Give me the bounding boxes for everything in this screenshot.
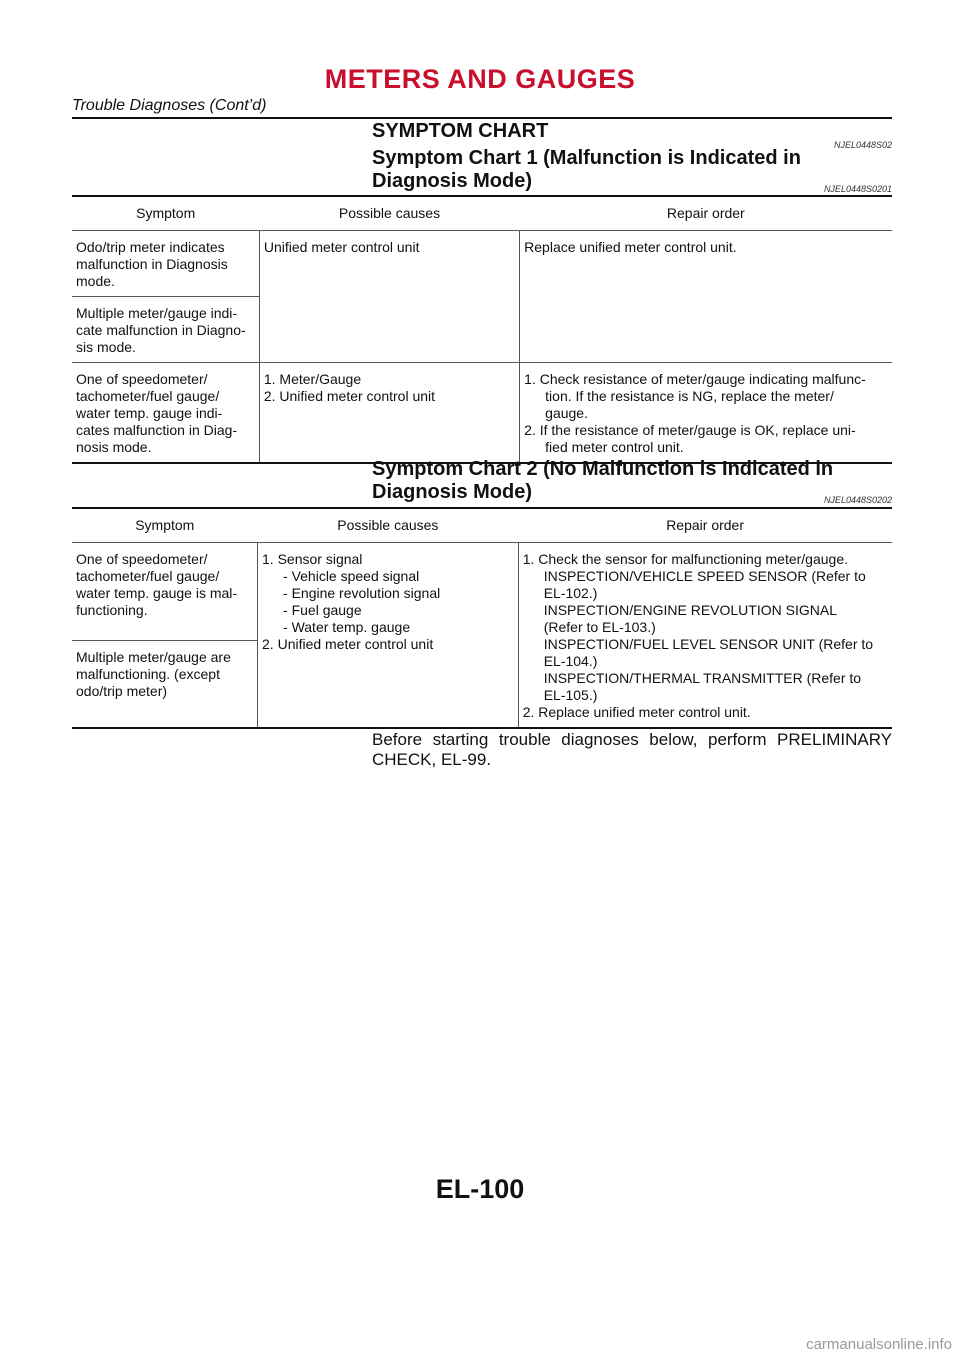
cell-line: (Refer to EL-103.) [543,619,656,635]
cell-line: EL-105.) [543,687,598,703]
chart2-ref-code: NJEL0448S0202 [823,495,892,505]
table-header-row [72,196,892,231]
causes-cell [258,543,519,729]
cell-line: fied meter control unit. [545,439,684,455]
section-ref-code: NJEL0448S02 [833,140,892,150]
cell-line: Unified meter control unit [263,239,420,255]
cell-line: Multiple meter/gauge indi- [76,305,238,321]
cell-line: water temp. gauge is mal- [76,585,238,601]
cell-line: odo/trip meter) [76,683,168,700]
chart2-title-line: Diagnosis Mode) [372,481,533,503]
cell-line: Multiple meter/gauge are [76,649,231,666]
chart2-title [372,458,833,504]
cell-line: cate malfunction in Diagno- [76,322,246,338]
cell-line: malfunction in Diagnosis [76,256,228,272]
symptom-chart-2-table [72,507,892,729]
cell-line: INSPECTION/THERMAL TRANSMITTER (Refer to [543,670,862,686]
watermark-text[interactable]: carmanualsonline.info [806,1336,952,1353]
header-divider [72,117,892,119]
cell-line: - Fuel gauge [283,602,362,618]
cell-line: malfunctioning. (except [76,666,220,683]
cell-line: functioning. [76,602,148,618]
cell-line: 1. Meter/Gauge [263,371,362,387]
repair-cell [518,543,892,729]
cell-line: One of speedometer/ [76,551,208,567]
cell-line: cates malfunction in Diag- [76,422,238,438]
cell-line: - Vehicle speed signal [283,568,420,584]
cell-line: gauge. [545,405,588,421]
cell-line: 2. Unified meter control unit [262,636,434,652]
cell-line: EL-104.) [543,653,598,669]
cell-line: EL-102.) [543,585,598,601]
table-row [72,231,892,297]
chart2-title-line: Symptom Chart 2 (No Malfunction is Indicated in [372,458,834,480]
symptom-cell [72,231,259,297]
cell-line: 1. Check resistance of meter/gauge indicating malfunc- [524,371,866,387]
column-header-symptom: Symptom [72,508,258,543]
cell-line: 2. Unified meter control unit [263,388,436,404]
column-header-possible-causes: Possible causes [258,508,519,543]
symptom-cell [72,543,258,641]
cell-line: water temp. gauge indi- [76,405,223,421]
cell-line: - Engine revolution signal [283,585,441,601]
cell-line: 2. If the resistance of meter/gauge is OK, replace uni- [524,422,856,438]
cell-line: tachometer/fuel gauge/ [76,388,220,404]
cell-line: One of speedometer/ [76,371,208,387]
cell-line: 2. Replace unified meter control unit. [522,704,751,720]
cell-line: 1. Sensor signal [262,551,363,567]
symptom-cell [72,363,259,464]
symptom-cell [72,297,259,363]
symptom-cell [72,641,258,728]
page-number: EL-100 [435,1174,525,1204]
chart1-ref-code: NJEL0448S0201 [823,184,892,194]
chart1-title-line: Diagnosis Mode) [372,170,533,192]
table-row [72,363,892,464]
page-header-subtitle: Trouble Diagnoses (Cont’d) [72,97,267,114]
causes-cell [259,231,519,363]
cell-line: 1. Check the sensor for malfunctioning meter/gauge. [522,551,848,567]
cell-line: tachometer/fuel gauge/ [76,568,220,584]
section-title: SYMPTOM CHART [372,120,549,142]
symptom-chart-1-table [72,195,892,464]
column-header-repair-order: Repair order [520,196,892,231]
column-header-symptom: Symptom [72,196,259,231]
table-header-row [72,508,892,543]
chart1-title-line: Symptom Chart 1 (Malfunction is Indicated in [372,147,801,169]
preliminary-check-note: Before starting trouble diagnoses below, perform PRELIMINARY CHECK, EL-99. [372,730,892,769]
chart1-title [372,147,801,193]
repair-cell [520,363,892,464]
cell-line: INSPECTION/VEHICLE SPEED SENSOR (Refer to [543,568,866,584]
repair-cell [520,231,892,363]
cell-line: INSPECTION/FUEL LEVEL SENSOR UNIT (Refer to [543,636,874,652]
causes-cell [259,363,519,464]
page-header-title: METERS AND GAUGES [324,64,636,94]
cell-line: tion. If the resistance is NG, replace the meter/ [545,388,834,404]
column-header-possible-causes: Possible causes [259,196,519,231]
table-row [72,543,892,641]
cell-line: sis mode. [76,339,136,355]
cell-line: Replace unified meter control unit. [524,239,737,255]
cell-line: mode. [76,273,115,289]
cell-line: INSPECTION/ENGINE REVOLUTION SIGNAL [543,602,837,618]
cell-line: nosis mode. [76,439,152,455]
cell-line: Odo/trip meter indicates [76,239,225,255]
cell-line: - Water temp. gauge [283,619,411,635]
column-header-repair-order: Repair order [518,508,892,543]
